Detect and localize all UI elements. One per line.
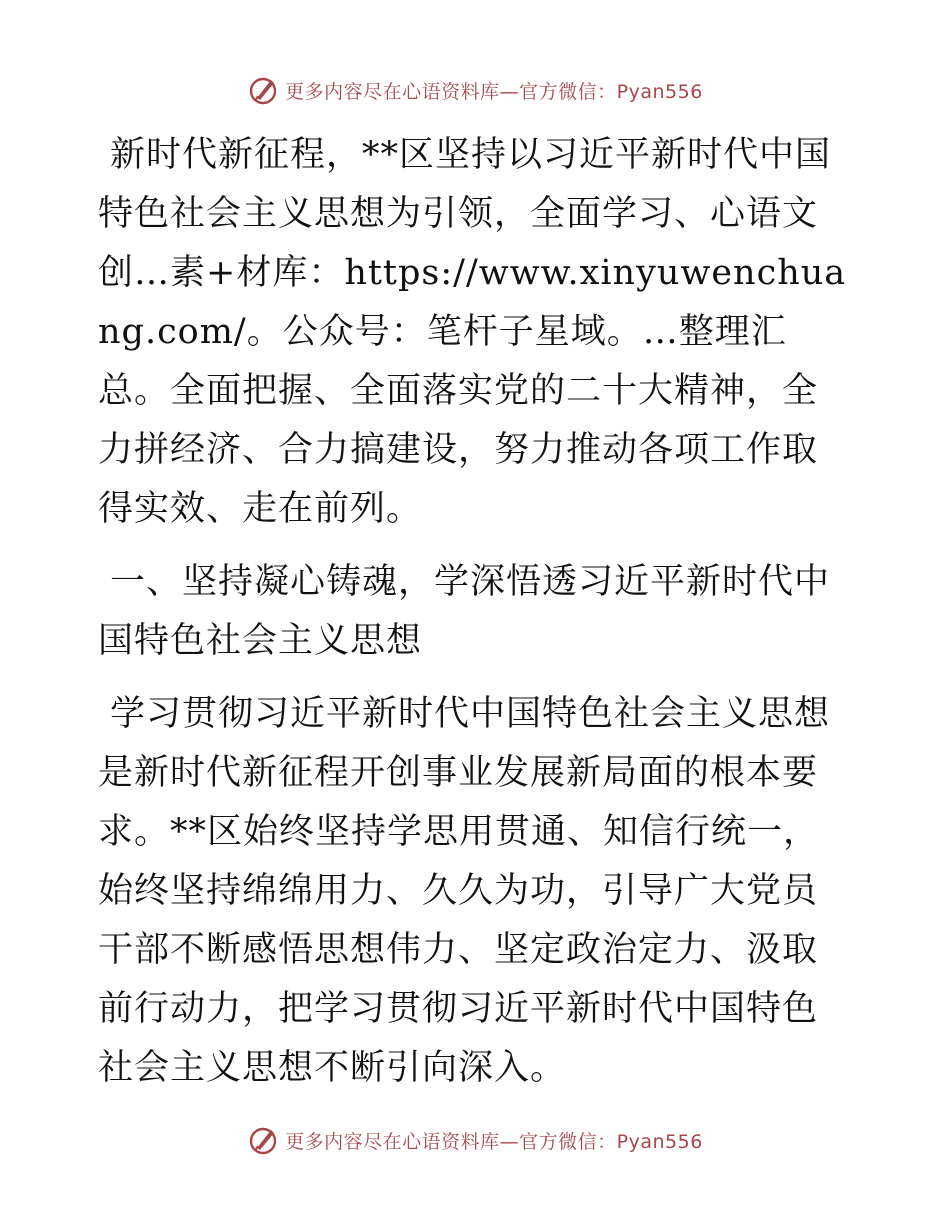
watermark-text: 更多内容尽在心语资料库—官方微信：Pyan556 [285,1130,703,1153]
section-paragraph: 学习贯彻习近平新时代中国特色社会主义思想是新时代新征程开创事业发展新局面的根本要求。**区始终坚持学思用贯通、知信行统一，始终坚持绵绵用力、久久为功，引导广大党员干部不断感悟思想伟力、坚定政治定力、汲取前行动力，把学习贯彻习近平新时代中国特色社会主义思想不断引向深入。 [98,694,831,1088]
intro-paragraph: 新时代新征程，**区坚持以习近平新时代中国特色社会主义思想为引领，全面学习、心语文创…素+材库：https://www.xinyuwenchuang.com/。公众号：笔杆子星域。…整理汇总。全面把握、全面落实党的二十大精神，全力拼经济、合力搞建设，努力推动各项工作取得实效、走在前列。 [98,135,847,529]
header-watermark [0,70,950,110]
section-heading: 一、坚持凝心铸魂，学深悟透习近平新时代中国特色社会主义思想 [98,562,831,661]
document-body [98,126,850,1098]
quill-logo-icon [247,74,279,106]
footer-watermark [0,1120,950,1160]
quill-logo-icon [247,1124,279,1156]
watermark-text: 更多内容尽在心语资料库—官方微信：Pyan556 [285,80,703,103]
